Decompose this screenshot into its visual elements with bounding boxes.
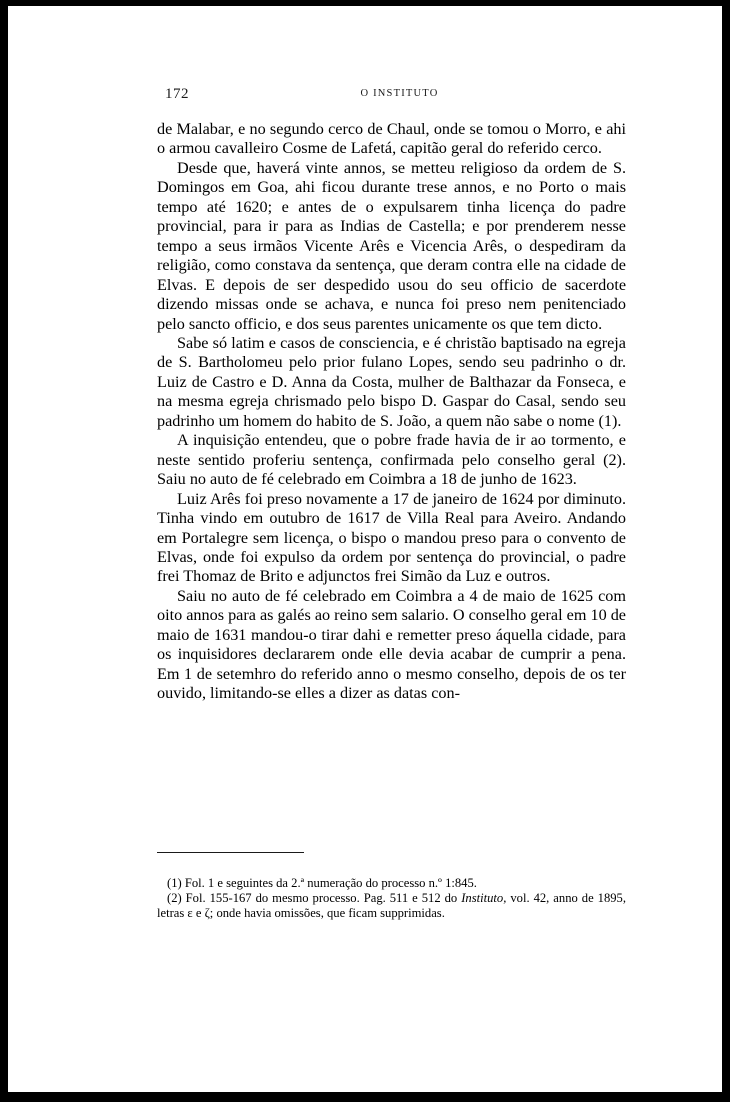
paragraph: Saiu no auto de fé celebrado em Coimbra a 4 de maio de 1625 com oito annos para as galés ao reino sem salario. O conselho geral em 10 de maio de 1631 mandou-o tirar dahi e remetter preso áquella cidade, para os inquisidores declararem onde elle devia acabar de cumprir a pena. Em 1 de setemhro do referido anno o mesmo conselho, depois de os ter ouvido, limitando-se elles a dizer as datas con- (157, 586, 626, 703)
footnote-2-rest: vol. 42, anno de 1895, letras ε e ζ; onde havia omissões, que ficam supprimidas. (157, 891, 626, 920)
footnotes (157, 876, 626, 921)
paragraph: Luiz Arês foi preso novamente a 17 de janeiro de 1624 por diminuto. Tinha vindo em outubro de 1617 de Villa Real para Aveiro. Andando em Portalegre sem licença, o bispo o mandou preso para o convento de Elvas, onde foi expulso da ordem por sentença do provincial, o padre frei Thomaz de Brito e adjunctos frei Simão da Luz e outros. (157, 489, 626, 586)
body-text (157, 120, 626, 704)
paragraph: Sabe só latim e casos de consciencia, e é christão baptisado na egreja de S. Bartholomeu pelo prior fulano Lopes, sendo seu padrinho o dr. Luiz de Castro e D. Anna da Costa, mulher de Balthazar da Fonseca, e na mesma egreja chrismado pelo bispo D. Gaspar do Casal, sendo seu padrinho um homem do habito de S. João, a quem não sabe o nome (1). (157, 333, 626, 430)
page-number: 172 (165, 86, 189, 102)
running-head (165, 86, 634, 106)
footnote-2 (157, 891, 626, 921)
paragraph: A inquisição entendeu, que o pobre frade havia de ir ao tormento, e neste sentido proferiu sentença, confirmada pelo conselho geral (2). Saiu no auto de fé celebrado em Coimbra a 18 de junho de 1623. (157, 431, 626, 489)
paragraph: de Malabar, e no segundo cerco de Chaul, onde se tomou o Morro, e ahi o armou cavalleiro Cosme de Lafetá, capitão geral do referido cerco. (157, 120, 626, 158)
footnote-2-text: (2) Fol. 155-167 do mesmo processo. Pag. 511 e 512 do (167, 891, 462, 905)
footnote-2-journal: Instituto, (461, 891, 507, 905)
footnote-rule (157, 852, 304, 853)
paragraph: Desde que, haverá vinte annos, se metteu religioso da ordem de S. Domingos em Goa, ahi ficou durante trese annos, e no Porto o mais tempo até 1620; e antes de o expulsarem tinha licença do padre provincial, para ir para as Indias de Castella; e por prenderem nesse tempo a seus irmãos Vicente Arês e Vicencia Arês, o despediram da religião, como constava da sentença, que deram contra elle na cidade de Elvas. E depois de ser despedido usou do seu officio de sacerdote dizendo missas onde se achava, e nunca foi preso nem penitenciado pelo sancto officio, e dos seus parentes unicamente os que tem dicto. (157, 158, 626, 333)
journal-title: O INSTITUTO (360, 88, 439, 99)
footnote-1: (1) Fol. 1 e seguintes da 2.ª numeração do processo n.º 1:845. (167, 876, 477, 890)
